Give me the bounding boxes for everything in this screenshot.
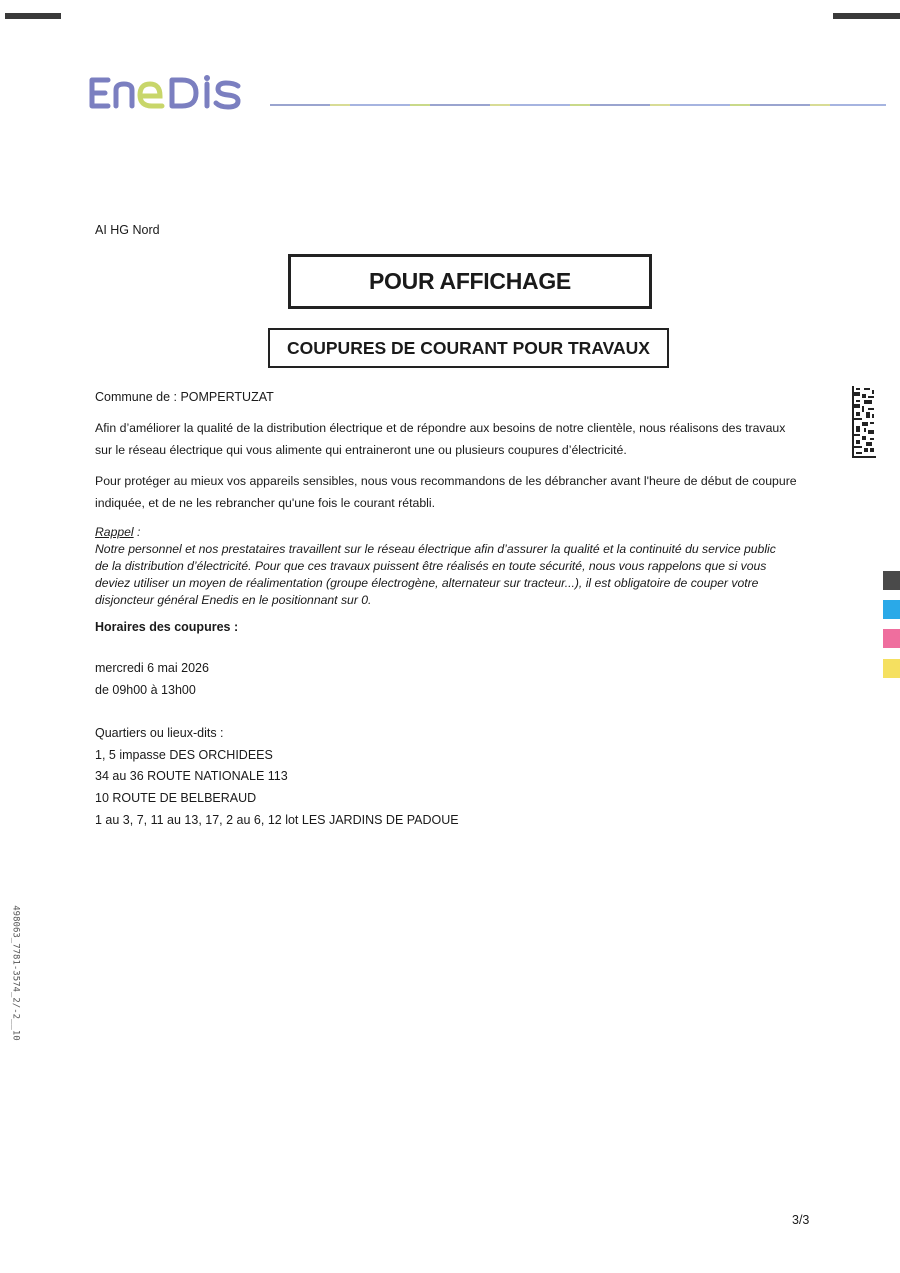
rappel-heading [95, 524, 800, 541]
rappel-block [95, 524, 800, 609]
schedule-date: mercredi 6 mai 2026 [95, 661, 209, 675]
main-title: POUR AFFICHAGE [369, 268, 571, 294]
sender-label: AI HG Nord [95, 223, 160, 237]
protection-paragraph [95, 470, 815, 514]
intro-line-1: Afin d’améliorer la qualité de la distribution électrique et de répondre aux besoins de notre clientèle, nous réalisons des travaux [95, 421, 786, 435]
intro-paragraph [95, 417, 815, 461]
location-item: 34 au 36 ROUTE NATIONALE 113 [95, 769, 288, 783]
location-item: 1 au 3, 7, 11 au 13, 17, 2 au 6, 12 lot LES JARDINS DE PADOUE [95, 813, 459, 827]
header-rule [270, 104, 886, 106]
commune-label: Commune de : POMPERTUZAT [95, 390, 274, 404]
location-item: 10 ROUTE DE BELBERAUD [95, 791, 257, 805]
protection-line-2: indiquée, et de ne les rebrancher qu'une fois le courant rétabli. [95, 496, 436, 510]
location-item: 1, 5 impasse DES ORCHIDEES [95, 748, 273, 762]
print-mark-black [883, 571, 900, 590]
print-mark-magenta [883, 629, 900, 648]
page-number: 3/3 [792, 1213, 810, 1227]
locations-heading: Quartiers ou lieux-dits : [95, 726, 224, 740]
protection-line-1: Pour protéger au mieux vos appareils sensibles, nous vous recommandons de les débrancher avant l'heure de début de coupure [95, 474, 797, 488]
rappel-title: Rappel [95, 525, 134, 539]
rappel-colon: : [133, 525, 141, 539]
main-title-box [288, 254, 652, 309]
rappel-line: deviez utiliser un moyen de réalimentation (groupe électrogène, alternateur sur tracteur...), il est obligatoire de couper votre [95, 576, 759, 590]
side-reference: 498063_7781-3574_2/-2__10 [10, 905, 21, 1041]
subtitle-box [268, 328, 669, 368]
schedule-heading: Horaires des coupures : [95, 620, 239, 634]
rappel-line: Notre personnel et nos prestataires travaillent sur le réseau électrique afin d’assurer la qualité et la continuité du service public [95, 542, 776, 556]
scan-corner-mark-right [833, 13, 900, 19]
rappel-line: disjoncteur général Enedis en le positionnant sur 0. [95, 593, 372, 607]
datamatrix-code [852, 386, 876, 458]
print-mark-yellow [883, 659, 900, 678]
rappel-line: de la distribution d’électricité. Pour que ces travaux puissent être réalisés en toute sécurité, nous vous rappelons que si vous [95, 559, 767, 573]
intro-line-2: sur le réseau électrique qui vous alimente qui entraineront une ou plusieurs coupures d’électricité. [95, 443, 627, 457]
enedis-logo [88, 70, 258, 114]
subtitle: COUPURES DE COURANT POUR TRAVAUX [287, 337, 650, 358]
scan-corner-mark-left [5, 13, 61, 19]
schedule-time: de 09h00 à 13h00 [95, 683, 196, 697]
print-mark-cyan [883, 600, 900, 619]
